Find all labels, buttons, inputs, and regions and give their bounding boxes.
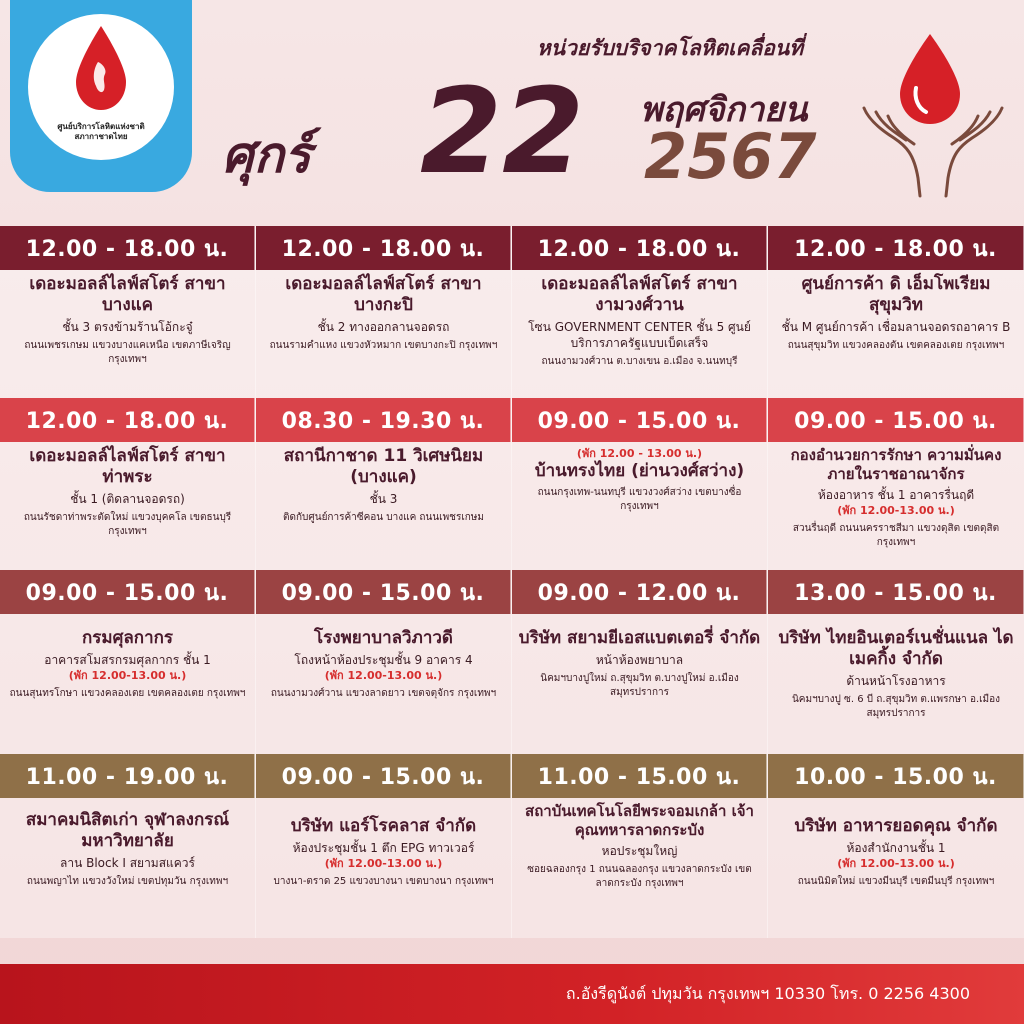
schedule-cell <box>256 754 512 938</box>
break-time: (พัก 12.00 - 13.00 น.) <box>576 447 703 460</box>
venue-location: ลาน Block I สยามสแควร์ <box>59 856 195 870</box>
venue-location: ห้องอาหาร ชั้น 1 อาคารรื่นฤดี <box>817 488 975 502</box>
venue-address: ถนนงามวงศ์วาน ต.บางเขน อ.เมือง จ.นนทบุรี <box>541 356 738 367</box>
venue-location: หน้าห้องพยาบาล <box>595 653 684 667</box>
time-slot: 10.00 - 15.00 น. <box>768 754 1024 798</box>
cell-body <box>512 614 767 754</box>
schedule-cell <box>768 226 1024 398</box>
venue-location: โซน GOVERNMENT CENTER ชั้น 5 ศูนย์บริการภาครัฐแบบเบ็ดเสร็จ <box>528 320 751 350</box>
break-time: (พัก 12.00-13.00 น.) <box>324 669 443 682</box>
blood-drop-logo-icon <box>72 24 130 114</box>
break-time: (พัก 12.00-13.00 น.) <box>837 504 955 517</box>
venue-address: ถนนกรุงเทพ-นนทบุรี แขวงวงศ์สว่าง เขตบางซื่อ กรุงเทพฯ <box>537 487 742 512</box>
time-slot: 12.00 - 18.00 น. <box>256 226 511 270</box>
cell-body <box>512 442 767 570</box>
schedule-row-4 <box>0 754 1024 938</box>
break-time: (พัก 12.00-13.00 น.) <box>837 857 955 870</box>
venue-location: อาคารสโมสรกรมศุลกากร ชั้น 1 <box>44 653 211 667</box>
cell-body <box>512 270 767 398</box>
header-year: 2567 <box>644 120 817 193</box>
venue-title: เดอะมอลล์ไลฟ์สโตร์ สาขาบางแค <box>29 274 226 315</box>
schedule-cell <box>768 570 1024 754</box>
venue-location: ด้านหน้าโรงอาหาร <box>846 674 946 688</box>
venue-title: เดอะมอลล์ไลฟ์สโตร์ สาขาท่าพระ <box>29 446 226 487</box>
time-slot: 11.00 - 19.00 น. <box>0 754 255 798</box>
time-slot: 08.30 - 19.30 น. <box>256 398 511 442</box>
venue-location: โถงหน้าห้องประชุมชั้น 9 อาคาร 4 <box>294 653 473 667</box>
cell-body <box>0 798 255 938</box>
venue-location: ห้องสำนักงานชั้น 1 <box>846 841 946 855</box>
break-time: (พัก 12.00-13.00 น.) <box>324 857 443 870</box>
cell-body <box>0 442 255 570</box>
logo-text <box>28 122 174 142</box>
venue-address: ถนนเพชรเกษม แขวงบางแคเหนือ เขตภาษีเจริญ กรุงเทพฯ <box>24 340 231 365</box>
venue-location: ชั้น 3 ตรงข้ามร้านโอ้กะจู๋ <box>62 320 193 334</box>
time-slot: 09.00 - 15.00 น. <box>512 398 767 442</box>
header-date: 22 <box>420 62 585 200</box>
schedule-cell <box>512 754 768 938</box>
cell-body <box>0 270 255 398</box>
venue-location: ชั้น 2 ทางออกลานจอดรถ <box>317 320 450 334</box>
schedule-row-1 <box>0 226 1024 398</box>
venue-title: บริษัท แอร์โรคลาส จำกัด <box>290 816 477 836</box>
header-month: พฤศจิกายน <box>640 90 808 130</box>
venue-location: ชั้น M ศูนย์การค้า เชื่อมลานจอดรถอาคาร B <box>781 320 1011 334</box>
venue-title: โรงพยาบาลวิภาวดี <box>314 628 453 648</box>
time-slot: 09.00 - 15.00 น. <box>768 398 1024 442</box>
header-day: ศุกร์ <box>222 126 311 184</box>
venue-title: กรมศุลกากร <box>81 628 174 648</box>
venue-title: บริษัท อาหารยอดคุณ จำกัด <box>794 816 998 836</box>
footer-bar <box>0 964 1024 1024</box>
cell-body <box>768 614 1024 754</box>
venue-address: ถนนรามคำแหง แขวงหัวหมาก เขตบางกะปิ กรุงเทพฯ <box>269 340 498 351</box>
schedule-cell <box>256 398 512 570</box>
venue-title: บ้านทรงไทย (ย่านวงศ์สว่าง) <box>534 461 745 481</box>
venue-title: ศูนย์การค้า ดิ เอ็มโพเรียม สุขุมวิท <box>801 274 991 315</box>
venue-address: ถนนสุขุมวิท แขวงคลองตัน เขตคลองเตย กรุงเทพฯ <box>787 340 1005 351</box>
venue-address: ติดกับศูนย์การค้าซีคอน บางแค ถนนเพชรเกษม <box>283 512 484 523</box>
venue-title: เดอะมอลล์ไลฟ์สโตร์ สาขางามวงศ์วาน <box>541 274 738 315</box>
time-slot: 12.00 - 18.00 น. <box>0 226 255 270</box>
venue-location: ชั้น 1 (ติดลานจอดรถ) <box>70 492 185 506</box>
venue-title: เดอะมอลล์ไลฟ์สโตร์ สาขาบางกะปิ <box>285 274 482 315</box>
time-slot: 09.00 - 12.00 น. <box>512 570 767 614</box>
venue-location: ชั้น 3 <box>369 492 398 506</box>
cell-body <box>768 270 1024 398</box>
schedule-row-2 <box>0 398 1024 570</box>
time-slot: 12.00 - 18.00 น. <box>512 226 767 270</box>
time-slot: 09.00 - 15.00 น. <box>0 570 255 614</box>
schedule-cell <box>768 398 1024 570</box>
time-slot: 11.00 - 15.00 น. <box>512 754 767 798</box>
schedule-cell <box>0 754 256 938</box>
venue-address: ถนนรัชดาท่าพระตัดใหม่ แขวงบุคคโล เขตธนบุรี กรุงเทพฯ <box>23 512 232 537</box>
venue-title: บริษัท ไทยอินเตอร์เนชั่นแนล ไดเมคกิ้ง จำกัด <box>778 628 1014 669</box>
cell-body <box>256 442 511 570</box>
venue-address: ถนนงามวงศ์วาน แขวงลาดยาว เขตจตุจักร กรุงเทพฯ <box>270 688 497 699</box>
venue-address: บางนา-ตราด 25 แขวงบางนา เขตบางนา กรุงเทพฯ <box>273 876 494 887</box>
time-slot: 12.00 - 18.00 น. <box>0 398 255 442</box>
break-time: (พัก 12.00-13.00 น.) <box>68 669 187 682</box>
venue-title: สมาคมนิสิตเก่า จุฬาลงกรณ์มหาวิทยาลัย <box>25 810 230 851</box>
venue-location: ห้องประชุมชั้น 1 ตึก EPG ทาวเวอร์ <box>292 841 475 855</box>
logo-circle <box>28 14 174 160</box>
schedule-cell <box>0 226 256 398</box>
logo-text-line1: ศูนย์บริการโลหิตแห่งชาติ <box>57 122 145 131</box>
schedule-cell <box>0 570 256 754</box>
venue-address: ถนนสุนทรโกษา แขวงคลองเตย เขตคลองเตย กรุงเทพฯ <box>9 688 246 699</box>
time-slot: 09.00 - 15.00 น. <box>256 754 511 798</box>
schedule-cell <box>512 570 768 754</box>
venue-address: ถนนนิมิตใหม่ แขวงมีนบุรี เขตมีนบุรี กรุงเทพฯ <box>797 876 995 887</box>
venue-address: ซอยฉลองกรุง 1 ถนนฉลองกรุง แขวงลาดกระบัง เขตลาดกระบัง กรุงเทพฯ <box>527 864 752 889</box>
header-subtitle: หน่วยรับบริจาคโลหิตเคลื่อนที่ <box>536 36 804 60</box>
venue-title: สถานีกาชาด 11 วิเศษนิยม (บางแค) <box>283 446 484 487</box>
schedule-cell <box>0 398 256 570</box>
schedule-row-3 <box>0 570 1024 754</box>
cell-body <box>256 270 511 398</box>
cell-body <box>256 798 511 938</box>
venue-title: บริษัท สยามยีเอสแบตเตอรี่ จำกัด <box>518 628 761 648</box>
time-slot: 13.00 - 15.00 น. <box>768 570 1024 614</box>
time-slot: 12.00 - 18.00 น. <box>768 226 1024 270</box>
venue-location: หอประชุมใหญ่ <box>601 844 678 858</box>
venue-address: นิคมฯบางปู ซ. 6 บี ถ.สุขุมวิท ต.แพรกษา อ.เมือง สมุทรปราการ <box>791 694 1001 719</box>
venue-title: สถาบันเทคโนโลยีพระจอมเกล้า เจ้าคุณทหารลาดกระบัง <box>525 802 754 839</box>
schedule-cell <box>512 398 768 570</box>
venue-address: สวนรื่นฤดี ถนนนครราชสีมา แขวงดุสิต เขตดุสิต กรุงเทพฯ <box>792 523 1000 548</box>
logo-badge <box>10 0 192 192</box>
cell-body <box>768 798 1024 938</box>
schedule-cell <box>768 754 1024 938</box>
cell-body <box>512 798 767 938</box>
venue-address: นิคมฯบางปูใหม่ ถ.สุขุมวิท ต.บางปูใหม่ อ.เมือง สมุทรปราการ <box>540 673 739 698</box>
venue-title: กองอำนวยการรักษา ความมั่นคงภายในราชอาณาจักร <box>790 446 1002 483</box>
cell-body <box>0 614 255 754</box>
venue-address: ถนนพญาไท แขวงวังใหม่ เขตปทุมวัน กรุงเทพฯ <box>26 876 229 887</box>
logo-text-line2: สภากาชาดไทย <box>74 132 128 141</box>
schedule-cell <box>256 226 512 398</box>
hands-blood-drop-icon <box>858 28 1008 198</box>
footer-address: ถ.อังรีดูนังต์ ปทุมวัน กรุงเทพฯ 10330 โทร. 0 2256 4300 <box>565 984 970 1003</box>
schedule-grid <box>0 226 1024 938</box>
time-slot: 09.00 - 15.00 น. <box>256 570 511 614</box>
schedule-cell <box>256 570 512 754</box>
schedule-cell <box>512 226 768 398</box>
cell-body <box>256 614 511 754</box>
cell-body <box>768 442 1024 570</box>
